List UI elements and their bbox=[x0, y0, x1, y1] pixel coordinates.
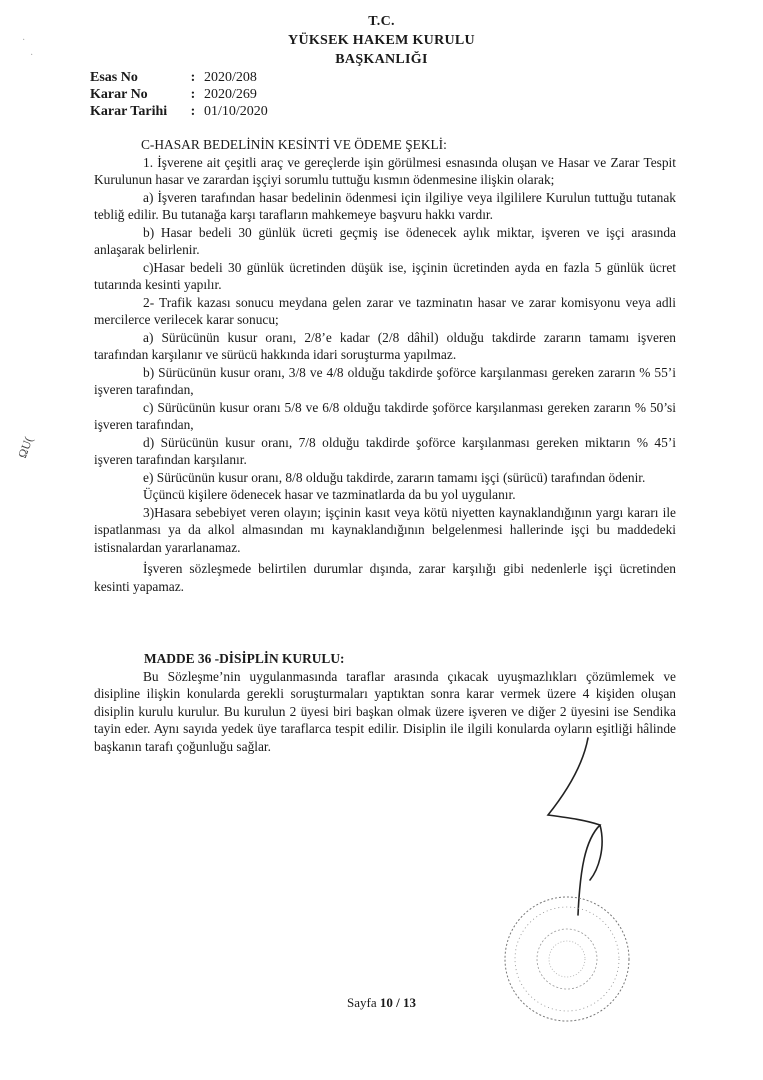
meta-colon: : bbox=[190, 104, 196, 119]
paragraph-4: İşveren sözleşmede belirtilen durumlar dışında, zarar karşılığı gibi nedenlerle işçi ücretinden kesinti yapamaz. bbox=[94, 561, 676, 594]
meta-label: Esas No bbox=[90, 70, 138, 85]
footer-total: 13 bbox=[402, 995, 416, 1010]
article-text: Bu Sözleşme’nin uygulanmasında taraflar arasında çıkacak uyuşmazlıkları çözümlemek ve disipline ilişkin konularda gerekli soruşturmaları yaptıktan sonra karar vermek üzere 4 kişiden oluşan disiplin kurulu kurulur. Bu kurulun 2 üyesi biri başkan olmak üzere işveren ve diğer 2 üyesini ise Sendika tayin eder. Aynı sayıda yedek üye taraflarca tespit edilir. Disiplin ile ilgili konularda oyların eşitliği hâlinde başkanın tarafı çoğunluğu sağlar. bbox=[94, 668, 676, 754]
meta-value: 2020/269 bbox=[204, 87, 257, 102]
section-heading-c: C-HASAR BEDELİNİN KESİNTİ VE ÖDEME ŞEKLİ: bbox=[141, 137, 447, 152]
meta-karar-tarihi bbox=[90, 104, 268, 120]
meta-colon: : bbox=[190, 70, 196, 85]
header-presidency: BAŞKANLIĞI bbox=[335, 52, 428, 67]
paragraph-2c: c) Sürücünün kusur oranı 5/8 ve 6/8 olduğu takdirde şoförce karşılanması gereken zararın % 50’si işveren tarafından, bbox=[94, 399, 676, 432]
meta-label: Karar No bbox=[90, 87, 148, 102]
margin-handwritten-note: ΩU( bbox=[15, 434, 36, 460]
article-title: MADDE 36 -DİSİPLİN KURULU: bbox=[144, 651, 345, 666]
paragraph-2e: e) Sürücünün kusur oranı, 8/8 olduğu takdirde, zararın tamamı işçi (sürücü) tarafından ödenir. bbox=[143, 469, 646, 485]
footer-sep: / bbox=[396, 995, 400, 1010]
paragraph-1c: c)Hasar bedeli 30 günlük ücretinden düşük ise, işçinin ücretinden ayda en fazla 5 günlük ücret tutarında kesinti yapılır. bbox=[94, 259, 676, 292]
paragraph-3: 3)Hasara sebebiyet veren olayın; işçinin kasıt veya kötü niyetten kaynaklandığının yargı kararı ile ispatlanması ya da alkol almasından mı kaynaklandığının belgelenmesi hallerinde işçi bu maddedeki istisnalardan yararlanamaz. bbox=[94, 504, 676, 555]
scan-speck: · bbox=[22, 35, 26, 46]
paragraph-2a: a) Sürücünün kusur oranı, 2/8’e kadar (2/8 dâhil) olduğu takdirde zararın tamamı işveren tarafından karşılanır ve sürücü hakkında idari soruşturma yapılmaz. bbox=[94, 329, 676, 362]
meta-value: 2020/208 bbox=[204, 70, 257, 85]
paragraph-1: 1. İşverene ait çeşitli araç ve gereçlerde işin görülmesi esnasında oluşan ve Hasar ve Zarar Tespit Kurulunun hasar ve zarardan işçiyi sorumlu tuttuğu kısmın ödenmesine ilişkin olarak; bbox=[94, 154, 676, 187]
paragraph-1a: a) İşveren tarafından hasar bedelinin ödenmesi için ilgiliye veya ilgililere Kurulun tuttuğu tutanak tebliğ edilir. Bu tutanağa karşı tarafların mahkemeye başvuru hakkı vardır. bbox=[94, 189, 676, 222]
meta-value: 01/10/2020 bbox=[204, 104, 268, 119]
document-body bbox=[94, 136, 676, 595]
page-footer bbox=[0, 995, 763, 1011]
footer-page: 10 bbox=[379, 995, 393, 1010]
paragraph-1b: b) Hasar bedeli 30 günlük ücreti geçmiş ise ödenecek aylık miktar, işveren ve işçi arasında anlaşarak belirlenir. bbox=[94, 224, 676, 257]
meta-colon: : bbox=[190, 87, 196, 102]
meta-karar-no bbox=[90, 87, 257, 103]
paragraph-2: 2- Trafik kazası sonucu meydana gelen zarar ve tazminatın hasar ve zarar komisyonu veya adli mercilerce verilecek karar sonucu; bbox=[94, 294, 676, 327]
paragraph-2f: Üçüncü kişilere ödenecek hasar ve tazminatlarda da bu yol uygulanır. bbox=[143, 487, 516, 502]
paragraph-2d: d) Sürücünün kusur oranı, 7/8 olduğu takdirde şoförce karşılanması gereken miktarın % 45’i işveren tarafından karşılanır. bbox=[94, 434, 676, 467]
paragraph-2b: b) Sürücünün kusur oranı, 3/8 ve 4/8 olduğu takdirde şoförce karşılanması gereken zararın % 55’i işveren tarafından, bbox=[94, 364, 676, 397]
scan-speck: · bbox=[30, 50, 34, 61]
footer-prefix: Sayfa bbox=[347, 995, 377, 1010]
meta-label: Karar Tarihi bbox=[90, 104, 168, 119]
meta-esas-no bbox=[90, 70, 257, 86]
header-institution: YÜKSEK HAKEM KURULU bbox=[288, 33, 475, 48]
header-tc: T.C. bbox=[368, 14, 395, 29]
